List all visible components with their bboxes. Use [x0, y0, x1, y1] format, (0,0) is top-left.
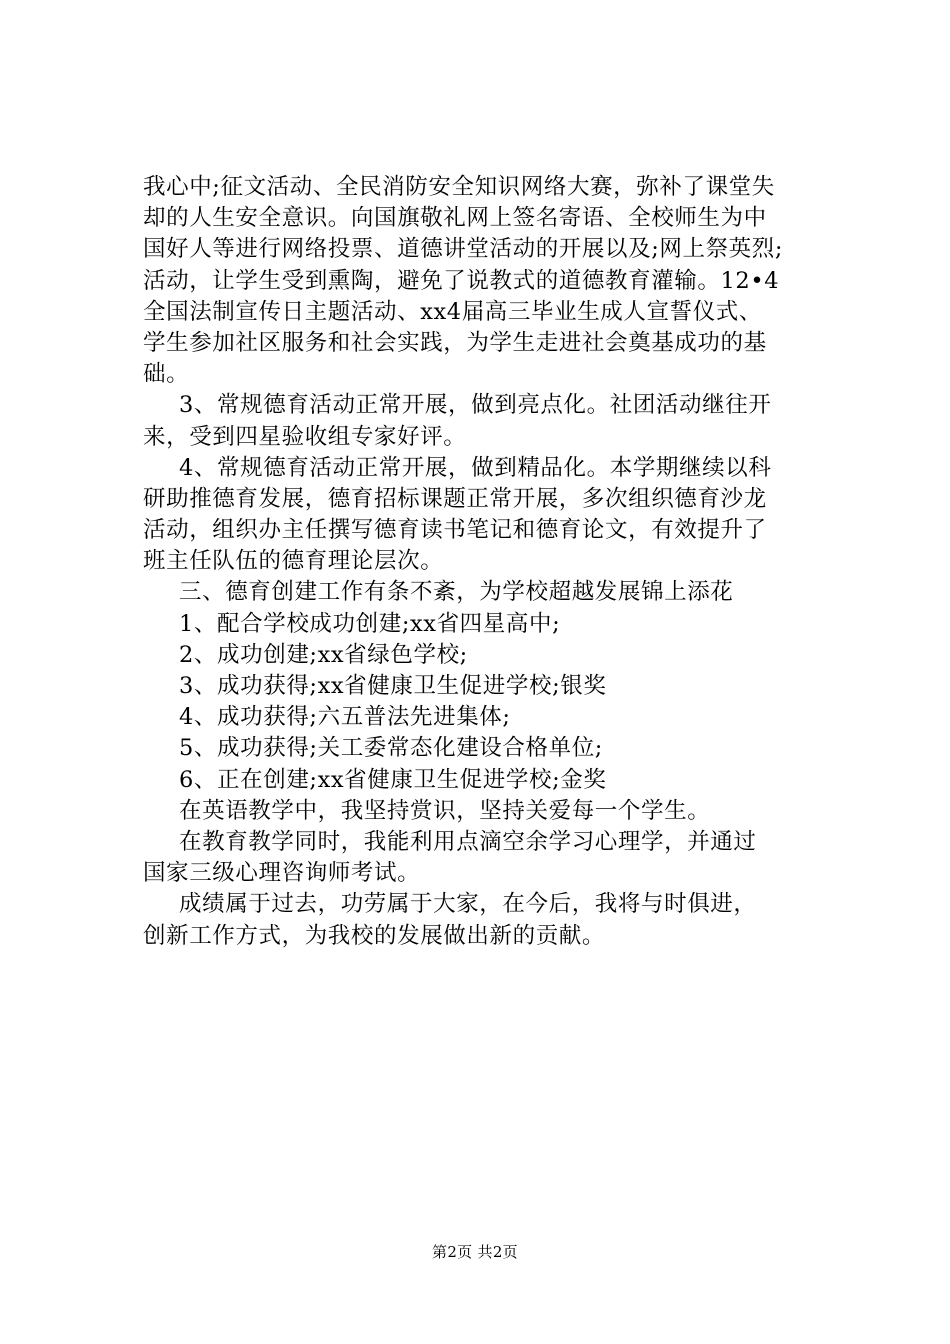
list-item: 3、成功获得;xx省健康卫生促进学校;银奖 [179, 673, 607, 699]
text-line: 活动，组织办主任撰写德育读书笔记和德育论文，有效提升了 [143, 517, 767, 544]
section-heading: 三、德育创建工作有条不紊，为学校超越发展锦上添花 [179, 579, 734, 606]
paragraph: 在英语教学中，我坚持赏识，坚持关爱每一个学生。 [179, 797, 711, 824]
paragraph-item-3: 3、常规德育活动正常开展，做到亮点化。社团活动继往开 [179, 392, 772, 419]
page-number-footer: 第2页 共2页 [432, 1243, 518, 1261]
text-line: 来，受到四星验收组专家好评。 [143, 423, 467, 450]
list-item: 6、正在创建;xx省健康卫生促进学校;金奖 [179, 766, 607, 793]
list-item: 5、成功获得;关工委常态化建设合格单位; [179, 735, 603, 762]
document-body [143, 172, 833, 952]
paragraph-item-4: 4、常规德育活动正常开展，做到精品化。本学期继续以科 [179, 454, 772, 481]
text-line: 全国法制宣传日主题活动、xx4届高三毕业生成人宣誓仪式、 [143, 298, 762, 325]
text-line: 研助推德育发展，德育招标课题正常开展，多次组织德育沙龙 [143, 485, 767, 512]
text-line: 却的人生安全意识。向国旗敬礼网上签名寄语、全校师生为中 [143, 205, 767, 232]
text-line: 班主任队伍的德育理论层次。 [143, 548, 444, 575]
text-line: 国好人等进行网络投票、道德讲堂活动的开展以及;网上祭英烈; [143, 236, 784, 263]
list-item: 4、成功获得;六五普法先进集体; [179, 704, 511, 731]
text-line: 活动，让学生受到熏陶，避免了说教式的道德教育灌输。12•4 [143, 267, 780, 294]
text-line: 创新工作方式，为我校的发展做出新的贡献。 [143, 922, 606, 949]
list-item: 1、配合学校成功创建;xx省四星高中; [179, 610, 561, 637]
text-line: 我心中;征文活动、全民消防安全知识网络大赛，弥补了课堂失 [143, 174, 775, 200]
text-line: 学生参加社区服务和社会实践，为学生走进社会奠基成功的基 [143, 329, 767, 356]
text-line: 国家三级心理咨询师考试。 [143, 860, 421, 887]
list-item: 2、成功创建;xx省绿色学校; [179, 641, 468, 668]
paragraph: 在教育教学同时，我能利用点滴空余学习心理学，并通过 [179, 828, 757, 855]
paragraph: 成绩属于过去，功劳属于大家，在今后，我将与时俱进， [179, 891, 757, 918]
text-line: 础。 [143, 361, 190, 388]
